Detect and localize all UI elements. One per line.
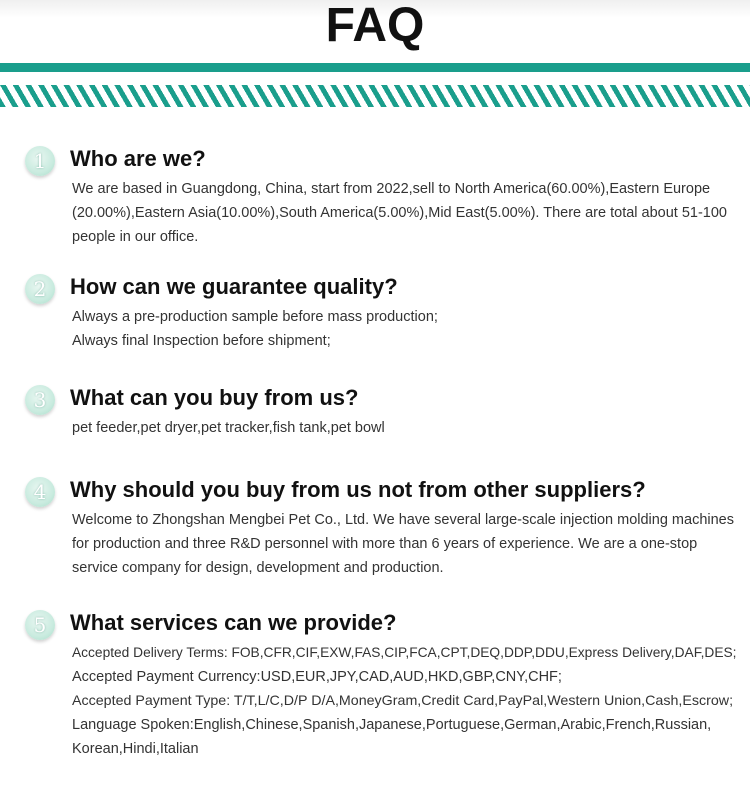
answer-2-line-1: Always a pre-production sample before mass production; <box>72 309 438 325</box>
number-badge-3: 3 <box>25 385 55 415</box>
question-4: Why should you buy from us not from other suppliers? <box>70 477 646 502</box>
answer-5 <box>72 641 737 761</box>
number-badge-2: 2 <box>25 274 55 304</box>
answer-5-line-1: Accepted Delivery Terms: FOB,CFR,CIF,EXW,FAS,CIP,FCA,CPT,DEQ,DDP,DDU,Express Delivery,DAF,DES; <box>72 645 737 660</box>
answer-2-line-2: Always final Inspection before shipment; <box>72 333 331 349</box>
question-5: What services can we provide? <box>70 610 397 635</box>
answer-5-line-4: Language Spoken:English,Chinese,Spanish,Japanese,Portuguese,German,Arabic,French,Russian, Korean,Hindi,Italian <box>72 717 712 757</box>
answer-4 <box>72 508 737 580</box>
question-3: What can you buy from us? <box>70 385 359 410</box>
answer-2 <box>72 305 737 353</box>
question-2: How can we guarantee quality? <box>70 274 398 299</box>
answer-3-text: pet feeder,pet dryer,pet tracker,fish tank,pet bowl <box>72 420 385 436</box>
answer-3 <box>72 416 737 440</box>
question-1: Who are we? <box>70 146 206 171</box>
striped-divider <box>0 85 750 107</box>
number-badge-1: 1 <box>25 146 55 176</box>
answer-1-text: We are based in Guangdong, China, start from 2022,sell to North America(60.00%),Eastern Europe (20.00%),Eastern Asia(10.00%),South America(5.00%),Mid East(5.00%). There are total about 51-100 people in our office. <box>72 181 727 245</box>
page-title: FAQ <box>325 0 425 52</box>
title-underline-bar <box>0 63 750 72</box>
answer-4-text: Welcome to Zhongshan Mengbei Pet Co., Ltd. We have several large-scale injection molding machines for production and three R&D personnel with more than 6 years of experience. We are a one-stop service company for design, development and production. <box>72 512 734 576</box>
answer-5-line-2: Accepted Payment Currency:USD,EUR,JPY,CAD,AUD,HKD,GBP,CNY,CHF; <box>72 669 562 685</box>
answer-1 <box>72 177 737 249</box>
answer-5-line-3: Accepted Payment Type: T/T,L/C,D/P D/A,MoneyGram,Credit Card,PayPal,Western Union,Cash,Escrow; <box>72 693 734 709</box>
number-badge-4: 4 <box>25 477 55 507</box>
number-badge-5: 5 <box>25 610 55 640</box>
